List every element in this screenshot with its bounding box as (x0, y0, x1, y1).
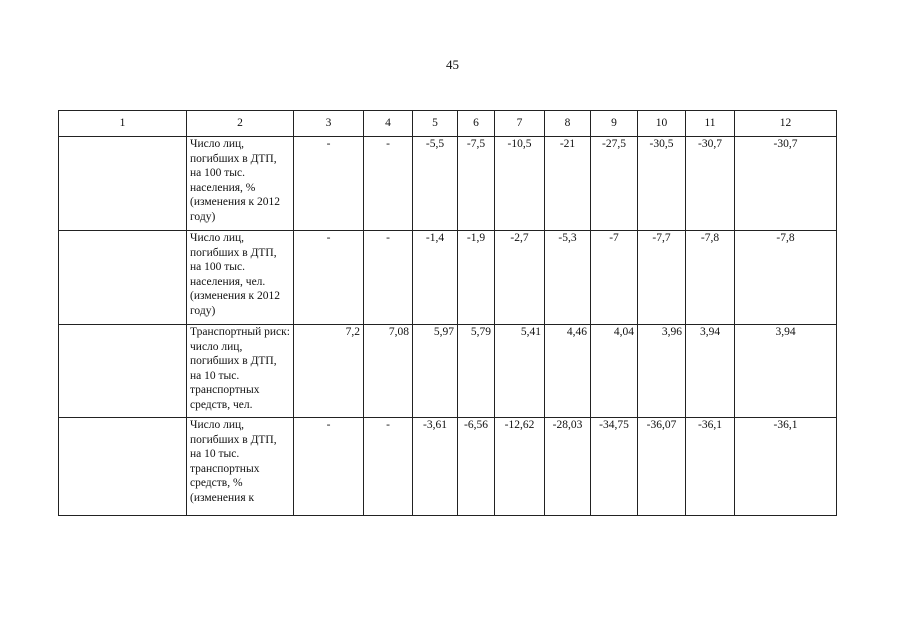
column-header: 11 (686, 111, 735, 137)
table-cell: -36,1 (686, 418, 735, 516)
column-header: 6 (458, 111, 495, 137)
table-cell: -7,8 (686, 231, 735, 325)
table-cell: -28,03 (545, 418, 591, 516)
page-number: 45 (446, 57, 459, 72)
table-cell: -12,62 (495, 418, 545, 516)
header-row (59, 111, 837, 137)
table-cell: -30,7 (686, 137, 735, 231)
table-cell: -7,7 (638, 231, 686, 325)
table-cell: -7,8 (735, 231, 837, 325)
table-cell: - (364, 231, 413, 325)
table-cell: 4,46 (545, 325, 591, 418)
column-header: 12 (735, 111, 837, 137)
table-cell: 5,97 (413, 325, 458, 418)
table-cell: 3,94 (686, 325, 735, 418)
table-cell: -34,75 (591, 418, 638, 516)
table-cell: - (364, 137, 413, 231)
column-header: 8 (545, 111, 591, 137)
column-header: 9 (591, 111, 638, 137)
table-cell: -30,5 (638, 137, 686, 231)
table-cell: 5,41 (495, 325, 545, 418)
column-header: 4 (364, 111, 413, 137)
table-cell: 4,04 (591, 325, 638, 418)
table-cell: - (294, 418, 364, 516)
column-header: 5 (413, 111, 458, 137)
table-cell: - (294, 137, 364, 231)
table-cell: 3,96 (638, 325, 686, 418)
table-cell: -1,4 (413, 231, 458, 325)
row-label: Число лиц, погибших в ДТП, на 100 тыс. населения, чел. (изменения к 2012 году) (187, 231, 294, 325)
row-label: Число лиц, погибших в ДТП, на 100 тыс. населения, % (изменения к 2012 году) (187, 137, 294, 231)
table-cell: -5,5 (413, 137, 458, 231)
table-cell: -36,07 (638, 418, 686, 516)
table-cell: 7,2 (294, 325, 364, 418)
column-header: 2 (187, 111, 294, 137)
row-label: Число лиц, погибших в ДТП, на 10 тыс. транспортных средств, % (изменения к (187, 418, 294, 516)
table-cell: -2,7 (495, 231, 545, 325)
table-row (59, 418, 837, 516)
table-row (59, 325, 837, 418)
table-cell-empty (59, 418, 187, 516)
table-cell: -5,3 (545, 231, 591, 325)
column-header: 7 (495, 111, 545, 137)
row-label: Транспортный риск: число лиц, погибших в ДТП, на 10 тыс. транспортных средств, чел. (187, 325, 294, 418)
table-cell: -10,5 (495, 137, 545, 231)
table-row (59, 137, 837, 231)
table-cell: -36,1 (735, 418, 837, 516)
column-header: 10 (638, 111, 686, 137)
table-cell: 7,08 (364, 325, 413, 418)
table-cell: -7 (591, 231, 638, 325)
table-cell: -1,9 (458, 231, 495, 325)
table-cell: -7,5 (458, 137, 495, 231)
table-cell: - (294, 231, 364, 325)
table-row (59, 231, 837, 325)
table-cell-empty (59, 325, 187, 418)
table-cell: -27,5 (591, 137, 638, 231)
column-header: 3 (294, 111, 364, 137)
table-cell: 5,79 (458, 325, 495, 418)
table-cell-empty (59, 231, 187, 325)
table-cell-empty (59, 137, 187, 231)
column-header: 1 (59, 111, 187, 137)
table-cell: -21 (545, 137, 591, 231)
table-cell: -3,61 (413, 418, 458, 516)
table-cell: -6,56 (458, 418, 495, 516)
table-cell: -30,7 (735, 137, 837, 231)
data-table (58, 110, 837, 516)
table-cell: 3,94 (735, 325, 837, 418)
table-cell: - (364, 418, 413, 516)
